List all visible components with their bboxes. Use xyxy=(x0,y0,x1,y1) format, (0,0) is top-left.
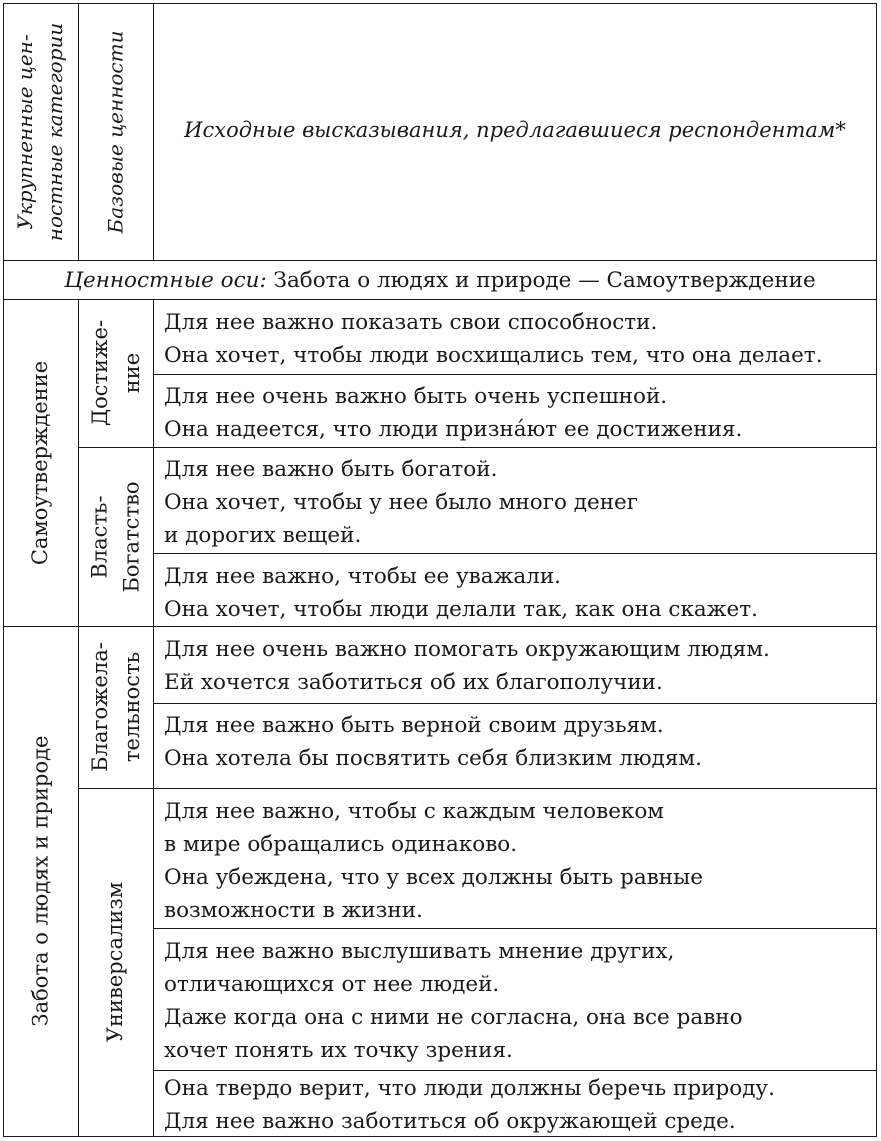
header-statements-label: Исходные высказывания, предлагавшиеся респондентам* xyxy=(184,118,846,142)
header-basic-values-cell xyxy=(78,3,154,261)
header-category-cell xyxy=(3,3,79,261)
value-cell-universalism xyxy=(78,788,154,1137)
value-label-universalism: Универсализм xyxy=(103,881,128,1043)
header-statements-cell xyxy=(153,3,877,261)
statement-text: Для нее важно, чтобы с каждым человеком в мире обращались одинаково. Она убеждена, что у всех должны быть равные возможности в жизни. xyxy=(164,799,703,923)
statement-text: Для нее важно, чтобы ее уважали. Она хочет, чтобы люди делали так, как она скажет. xyxy=(164,564,758,622)
header-category-label: Укрупненные цен- ностные категории xyxy=(13,22,68,241)
statement-cell xyxy=(153,626,877,704)
header-basic-values-label: Базовые ценности xyxy=(103,30,128,233)
statement-cell xyxy=(153,788,877,929)
statement-text: Она твердо верит, что люди должны беречь природу. Для нее важно заботиться об окружающей среде. xyxy=(164,1076,775,1134)
values-table xyxy=(3,3,877,1137)
axes-label: Ценностные оси: xyxy=(64,268,267,293)
value-axes-row xyxy=(3,260,877,300)
category-cell-self-enhancement xyxy=(3,299,79,627)
statement-text: Для нее важно быть богатой. Она хочет, чтобы у нее было много денег и дорогих вещей. xyxy=(164,457,639,548)
category-label-self-enhancement: Самоутверждение xyxy=(28,360,53,565)
value-cell-power-wealth xyxy=(78,447,154,627)
statement-cell xyxy=(153,553,877,627)
statement-text: Для нее важно выслушивать мнение других, отличающихся от нее людей. Даже когда она с ними не согласна, она все равно хочет понять их точку зрения. xyxy=(164,939,743,1063)
value-label-power-wealth: Власть- Богатство xyxy=(87,480,144,593)
statement-cell xyxy=(153,374,877,448)
statement-cell xyxy=(153,703,877,789)
statement-cell xyxy=(153,299,877,375)
statement-text: Для нее важно быть верной своим друзьям. Она хотела бы посвятить себя близким людям. xyxy=(164,713,702,771)
value-label-achievement: Достиже- ние xyxy=(87,320,144,426)
statement-text: Для нее важно показать свои способности. Она хочет, чтобы люди восхищались тем, что она делает. xyxy=(164,310,823,368)
statement-text: Для нее очень важно быть очень успешной. Она надеется, что люди признáют ее достижения. xyxy=(164,384,743,442)
statement-cell xyxy=(153,447,877,554)
statement-cell xyxy=(153,928,877,1071)
category-label-self-transcendence: Забота о людях и природе xyxy=(28,735,53,1027)
category-cell-self-transcendence xyxy=(3,626,79,1137)
value-cell-achievement xyxy=(78,299,154,448)
statement-cell xyxy=(153,1070,877,1137)
value-cell-benevolence xyxy=(78,626,154,789)
value-label-benevolence: Благожела- тельность xyxy=(87,642,144,772)
axes-text: Забота о людях и природе — Самоутверждение xyxy=(266,268,816,293)
statement-text: Для нее очень важно помогать окружающим людям. Ей хочется заботиться об их благополучии. xyxy=(164,637,770,695)
